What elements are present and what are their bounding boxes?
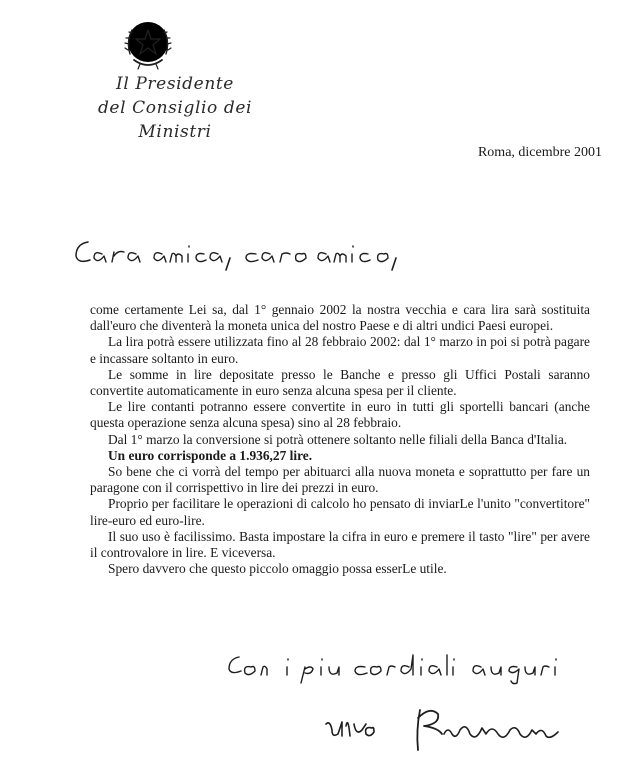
salutation-handwritten: [70, 232, 430, 272]
closing-handwritten: [225, 645, 565, 685]
signature: [320, 700, 580, 760]
letter-date: Roma, dicembre 2001: [477, 145, 602, 160]
body-paragraph: come certamente Lei sa, dal 1° gennaio 2002 la nostra vecchia e cara lira sarà sostituita dall'euro che diventerà la moneta unica del nostro Paese e di altri undici Paesi europei.: [90, 302, 590, 334]
body-paragraph: Il suo uso è facilissimo. Basta impostare la cifra in euro e premere il tasto "lire" per avere il controvalore in lire. E viceversa.: [90, 528, 590, 561]
body-paragraph: Spero davvero che questo piccolo omaggio possa esserLe utile.: [108, 561, 447, 577]
office-line-1: Il Presidente: [116, 74, 234, 94]
body-paragraph: Proprio per facilitare le operazioni di calcolo ho pensato di inviarLe l'unito "convertitore" lire-euro ed euro-lire.: [90, 496, 590, 528]
body-paragraph: La lira potrà essere utilizzata fino al 28 febbraio 2002: dal 1° marzo in poi si potrà pagare e incassare soltanto in euro.: [90, 334, 590, 366]
conversion-rate: Un euro corrisponde a 1.936,27 lire.: [108, 447, 313, 463]
body-paragraph: So bene che ci vorrà del tempo per abituarci alla nuova moneta e soprattutto per fare un paragone con il corrispettivo in lire dei prezzi in euro.: [90, 464, 590, 496]
letter-body: [90, 302, 590, 577]
body-paragraph: Le somme in lire depositate presso le Banche e presso gli Uffici Postali saranno convertite automaticamente in euro senza alcuna spesa per il cliente.: [90, 366, 590, 399]
office-line-2: del Consiglio dei Ministri: [97, 98, 253, 142]
body-paragraph: Le lire contanti potranno essere convertite in euro in tutti gli sportelli bancari (anche questa operazione senza alcuna spesa) sino al 28 febbraio.: [90, 399, 590, 431]
body-paragraph: Dal 1° marzo la conversione si potrà ottenere soltanto nelle filiali della Banca d'Italia.: [108, 431, 568, 447]
office-header: [60, 72, 290, 144]
italian-republic-emblem-icon: [120, 14, 176, 74]
